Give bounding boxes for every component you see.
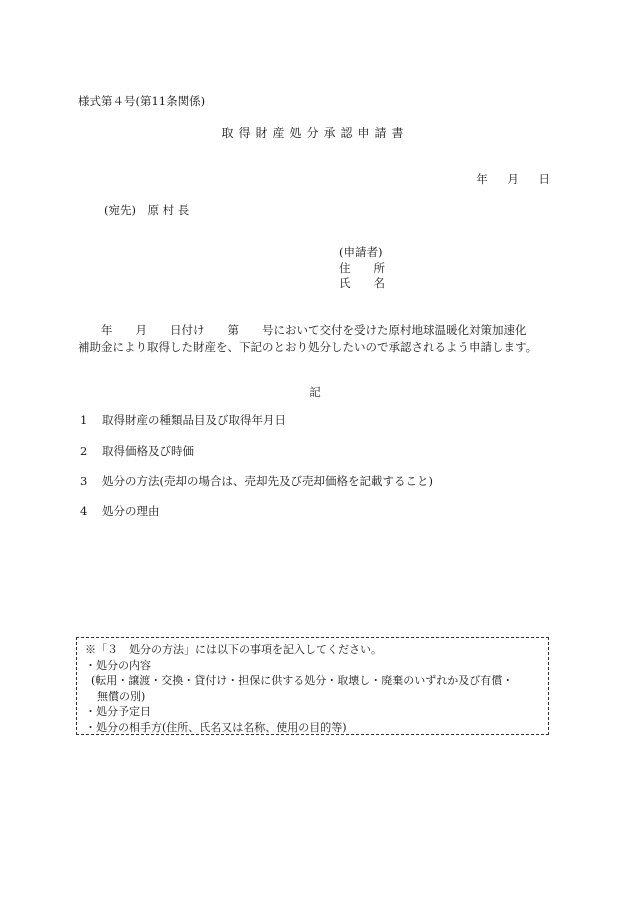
addressee: (宛先) 原 村 長	[104, 203, 190, 217]
body-paragraph	[78, 322, 537, 356]
note-line-4: 無償の別)	[97, 689, 146, 703]
note-box	[76, 637, 549, 735]
item-number: 4	[80, 504, 88, 518]
applicant-address-label: 住 所	[339, 260, 385, 275]
note-line-6: ・処分の相手方(住所、氏名又は名称、使用の目的等)	[85, 720, 347, 734]
note-line-2: ・処分の内容	[85, 658, 151, 672]
applicant-block	[339, 245, 385, 292]
item-number: 2	[80, 444, 88, 458]
form-number: 様式第４号(第11条関係)	[78, 94, 206, 108]
note-line-3: (転用・譲渡・交換・貸付け・担保に供する処分・取壊し・廃棄のいずれか及び有償・	[91, 674, 514, 687]
body-line-1: 年 月 日付け 第 号において交付を受けた原村地球温暖化対策加速化	[78, 323, 527, 337]
applicant-heading: (申請者)	[339, 245, 383, 259]
item-text: 処分の方法(売却の場合は、売却先及び売却価格を記載すること)	[102, 474, 433, 488]
item-text: 取得価格及び時価	[102, 444, 194, 458]
note-line-1: ※「３ 処分の方法」には以下の事項を記入してください。	[85, 643, 382, 656]
item-number: 3	[80, 474, 88, 488]
list-item	[80, 473, 433, 489]
list-item	[80, 412, 286, 428]
applicant-name-label: 氏 名	[339, 276, 385, 290]
list-item	[80, 503, 160, 519]
item-text: 取得財産の種類品目及び取得年月日	[102, 413, 286, 427]
item-text: 処分の理由	[102, 504, 160, 518]
date-line: 年 月 日	[476, 172, 550, 186]
note-line-5: ・処分予定日	[85, 705, 151, 718]
ki-heading: 記	[309, 385, 321, 399]
body-line-2: 補助金により取得した財産を、下記のとおり処分したいので承認されるよう申請します。	[78, 340, 538, 354]
document-title: 取得財産処分承認申請書	[221, 126, 409, 140]
list-item	[80, 443, 194, 459]
item-number: 1	[80, 413, 88, 427]
